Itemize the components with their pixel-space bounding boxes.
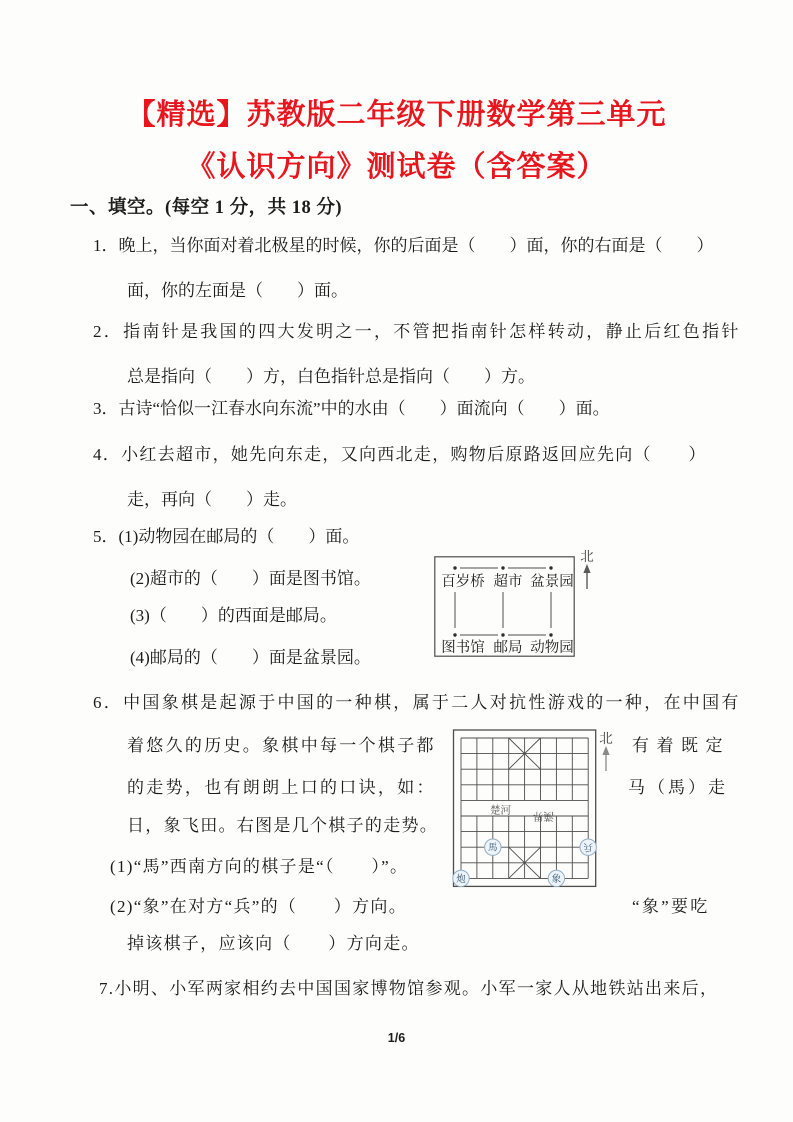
q5-sub3: (3)（ ）的西面是邮局。 bbox=[130, 606, 337, 625]
q3-line1: 3．古诗“恰似一江春水向东流”中的水由（ ）面流向（ ）面。 bbox=[93, 399, 610, 418]
q6-line3-left: 的走势，也有朗朗上口的口诀，如： bbox=[127, 778, 436, 797]
chess-piece-馬 bbox=[485, 839, 501, 855]
q7-line1: 7.小明、小军两家相约去中国国家博物馆参观。小军一家人从地铁站出来后， bbox=[99, 979, 719, 998]
q6-sub2-right: “象”要吃 bbox=[632, 897, 710, 916]
svg-text:兵: 兵 bbox=[583, 840, 593, 851]
chess-river-left: 楚河 bbox=[490, 805, 511, 817]
q6-line2-left: 着悠久的历史。象棋中每一个棋子都 bbox=[127, 736, 436, 755]
north-arrow-icon bbox=[600, 746, 612, 772]
map-label-penjingyuan: 盆景园 bbox=[530, 574, 574, 590]
q6-sub1: (1)“馬”西南方向的棋子是“（ ）”。 bbox=[110, 857, 409, 876]
map-label-baisuiqiao: 百岁桥 bbox=[441, 574, 485, 590]
map-label-youju: 邮局 bbox=[493, 640, 523, 656]
map-label-tushuguan: 图书馆 bbox=[441, 640, 485, 656]
q5-sub4: (4)邮局的（ ）面是盆景园。 bbox=[130, 648, 371, 667]
map-north-label: 北 bbox=[580, 549, 594, 564]
chess-piece-兵 bbox=[580, 839, 596, 855]
q6-line1: 6．中国象棋是起源于中国的一种棋，属于二人对抗性游戏的一种，在中国有 bbox=[93, 693, 741, 712]
q6-sub2-left: (2)“象”在对方“兵”的（ ）方向。 bbox=[110, 897, 408, 916]
svg-text:象: 象 bbox=[551, 874, 562, 885]
chess-river-right: 漢界 bbox=[533, 810, 554, 821]
q6-line4: 日，象飞田。右图是几个棋子的走势。 bbox=[127, 816, 439, 835]
q2-line2: 总是指向（ ）方，白色指针总是指向（ ）方。 bbox=[127, 367, 535, 386]
q6-line7: 掉该棋子，应该向（ ）方向走。 bbox=[127, 934, 420, 953]
map-labels bbox=[441, 572, 574, 656]
q5-sub1: 5．(1)动物园在邮局的（ ）面。 bbox=[93, 527, 360, 546]
chess-piece-炮 bbox=[453, 870, 469, 886]
q4-line2: 走，再向（ ）走。 bbox=[127, 490, 297, 509]
q1-line1: 1．晚上，当你面对着北极星的时候，你的后面是（ ）面，你的右面是（ ） bbox=[93, 236, 714, 255]
chess-grid bbox=[454, 730, 596, 886]
q2-line1: 2．指南针是我国的四大发明之一，不管把指南针怎样转动，静止后红色指针 bbox=[93, 322, 741, 341]
chess-north-label: 北 bbox=[599, 731, 613, 746]
q5-sub2: (2)超市的（ ）面是图书馆。 bbox=[130, 569, 371, 588]
q4-line1: 4．小红去超市，她先向东走，又向西北走，购物后原路返回应先向（ ） bbox=[93, 445, 707, 464]
chess-north-indicator bbox=[597, 732, 615, 772]
chess-board-svg bbox=[450, 726, 600, 894]
q6-line2-right: 有着既定 bbox=[632, 736, 730, 755]
map-label-chaoshi: 超市 bbox=[493, 574, 523, 590]
chess-piece-象 bbox=[548, 870, 564, 886]
map-label-dongwuyuan: 动物园 bbox=[530, 640, 574, 656]
north-arrow-icon bbox=[581, 564, 593, 590]
svg-text:炮: 炮 bbox=[456, 874, 466, 885]
page-number: 1/6 bbox=[387, 1031, 406, 1045]
map-north-indicator bbox=[578, 550, 596, 590]
svg-text:馬: 馬 bbox=[488, 843, 498, 854]
section-heading: 一、填空。(每空 1 分，共 18 分) bbox=[70, 198, 343, 218]
page-title-line2: 《认识方向》测试卷（含答案） bbox=[186, 151, 607, 183]
map-figure-svg bbox=[434, 556, 575, 657]
q6-line3-right: 马（馬）走 bbox=[628, 778, 728, 797]
q1-line2: 面，你的左面是（ ）面。 bbox=[127, 281, 348, 300]
page-title-line1: 【精选】苏教版二年级下册数学第三单元 bbox=[126, 99, 667, 131]
